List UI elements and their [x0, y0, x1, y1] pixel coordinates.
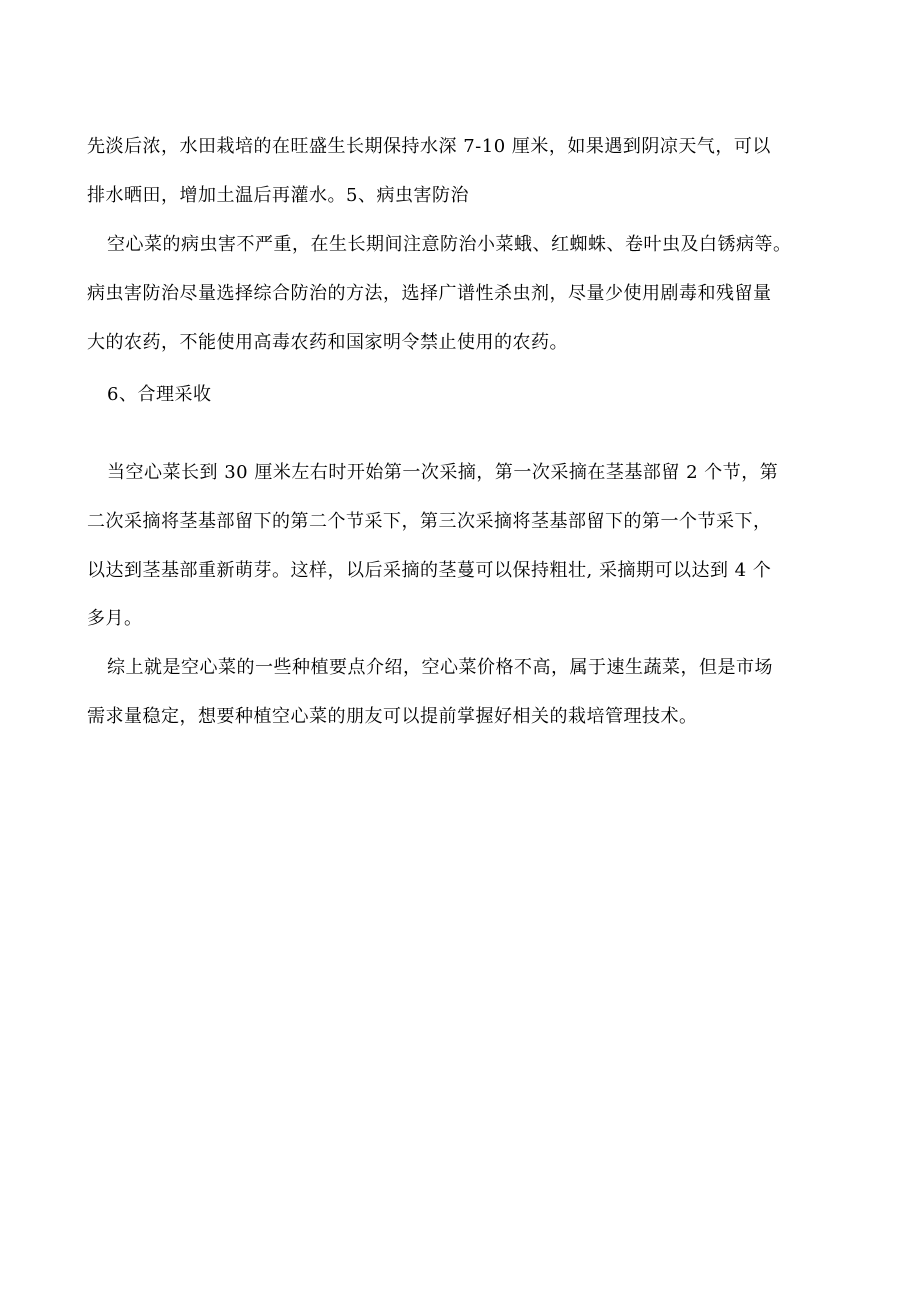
paragraph-line: 多月。: [87, 608, 143, 629]
paragraph-line: 以达到茎基部重新萌芽。这样，以后采摘的茎蔓可以保持粗壮, 采摘期可以达到 4 个: [87, 560, 772, 581]
paragraph-line: 二次采摘将茎基部留下的第二个节采下，第三次采摘将茎基部留下的第一个节采下，: [87, 511, 772, 532]
paragraph-line: 空心菜的病虫害不严重，在生长期间注意防治小菜蛾、红蜘蛛、卷叶虫及白锈病等。: [107, 234, 792, 255]
paragraph-line: 当空心菜长到 30 厘米左右时开始第一次采摘，第一次采摘在茎基部留 2 个节，第: [107, 462, 779, 483]
paragraph-line: 排水晒田，增加土温后再灌水。5、病虫害防治: [87, 185, 469, 206]
paragraph-line: 先淡后浓，水田栽培的在旺盛生长期保持水深 7-10 厘米，如果遇到阴凉天气，可以: [87, 136, 771, 157]
paragraph-line: 综上就是空心菜的一些种植要点介绍，空心菜价格不高，属于速生蔬菜，但是市场: [107, 657, 773, 678]
section-heading: 6、合理采收: [107, 384, 212, 405]
paragraph-line: 大的农药，不能使用高毒农药和国家明令禁止使用的农药。: [87, 332, 568, 353]
paragraph-line: 需求量稳定，想要种植空心菜的朋友可以提前掌握好相关的栽培管理技术。: [87, 706, 698, 727]
paragraph-line: 病虫害防治尽量选择综合防治的方法，选择广谱性杀虫剂，尽量少使用剧毒和残留量: [87, 283, 772, 304]
